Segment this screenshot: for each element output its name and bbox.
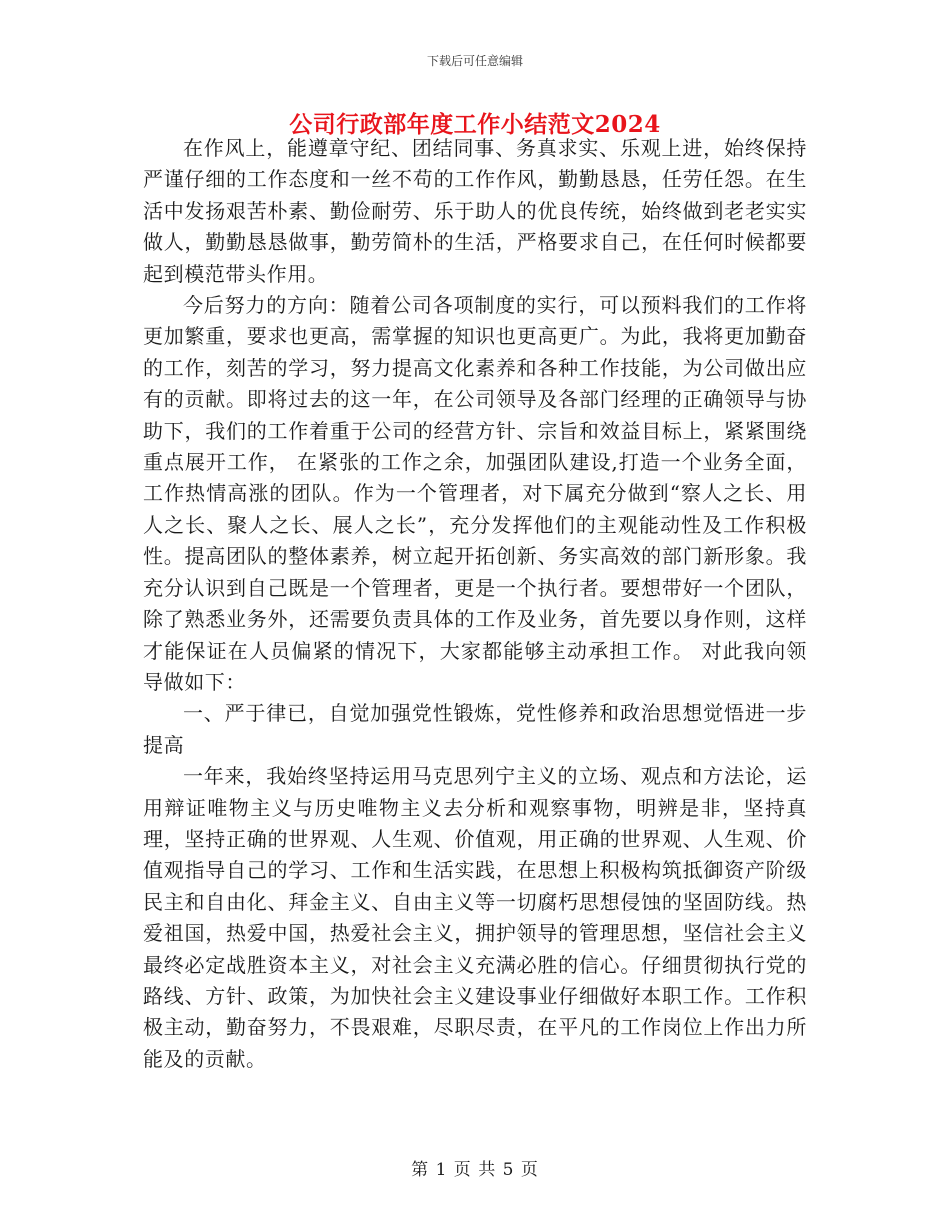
page-indicator: 第 1 页 共 5 页 [411,1160,539,1180]
paragraph-section-heading: 一、严于律已，自觉加强党性锻炼，党性修养和政治思想觉悟进一步提高 [143,701,807,757]
document-body [143,133,807,1075]
paragraph-work-style: 在作风上，能遵章守纪、团结同事、务真求实、乐观上进，始终保持严谨仔细的工作态度和一丝不苟的工作作风，勤勤恳恳，任劳任怨。在生活中发扬艰苦朴素、勤俭耐劳、乐于助人的优良传统，始终做到老老实实做人，勤勤恳恳做事，勤劳简朴的生活，严格要求自己，在任何时候都要起到模范带头作用。 [143,136,807,286]
paragraph-future-direction: 今后努力的方向：随着公司各项制度的实行，可以预料我们的工作将更加繁重，要求也更高，需掌握的知识也更高更广。为此，我将更加勤奋的工作，刻苦的学习，努力提高文化素养和各种工作技能，为公司做出应有的贡献。即将过去的这一年，在公司领导及各部门经理的正确领导与协助下，我们的工作着重于公司的经营方针、宗旨和效益目标上，紧紧围绕重点展开工作， 在紧张的工作之余，加强团队建设,打造一个业务全面，工作热情高涨的团队。作为一个管理者，对下属充分做到“察人之长、用人之长、聚人之长、展人之长”，充分发挥他们的主观能动性及工作积极性。提高团队的整体素养，树立起开拓创新、务实高效的部门新形象。我充分认识到自己既是一个管理者，更是一个执行者。要想带好一个团队，除了熟悉业务外，还需要负责具体的工作及业务，首先要以身作则，这样才能保证在人员偏紧的情况下，大家都能够主动承担工作。 对此我向领导做如下： [143,293,807,694]
document-title: 公司行政部年度工作小结范文2024 [289,111,661,138]
paragraph-political-thought: 一年来，我始终坚持运用马克思列宁主义的立场、观点和方法论，运用辩证唯物主义与历史唯物主义去分析和观察事物，明辨是非，坚持真理，坚持正确的世界观、人生观、价值观，用正确的世界观、人生观、价值观指导自己的学习、工作和生活实践，在思想上积极构筑抵御资产阶级民主和自由化、拜金主义、自由主义等一切腐朽思想侵蚀的坚固防线。热爱祖国，热爱中国，热爱社会主义，拥护领导的管理思想，坚信社会主义最终必定战胜资本主义，对社会主义充满必胜的信心。仔细贯彻执行党的路线、方针、政策，为加快社会主义建设事业仔细做好本职工作。工作积极主动，勤奋努力，不畏艰难，尽职尽责，在平凡的工作岗位上作出力所能及的贡献。 [143,764,807,1071]
header-note: 下载后可任意编辑 [426,54,523,68]
